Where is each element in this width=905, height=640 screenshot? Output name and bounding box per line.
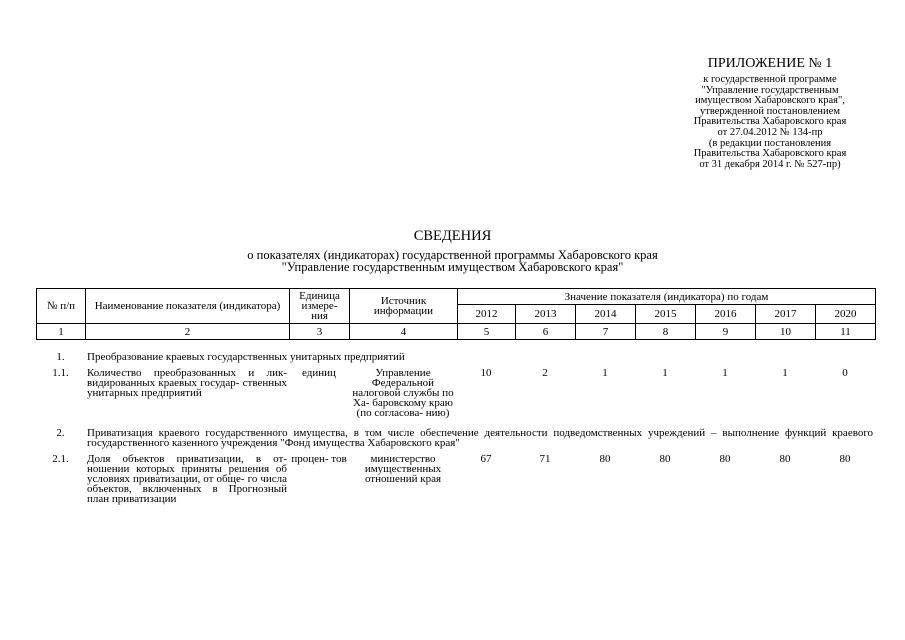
value-cell: 67: [480, 453, 492, 465]
appendix-line: от 31 декабря 2014 г. № 527-пр): [699, 158, 841, 170]
value-cell: 80: [839, 453, 851, 465]
indicator-source: министерство имущественных отношений края: [364, 453, 442, 485]
row-number: 2.1.: [52, 453, 69, 465]
appendix-line: Правительства Хабаровского края: [693, 116, 847, 128]
header-unit: Единица измере- ния: [290, 289, 350, 324]
header-year: 2015: [636, 305, 696, 324]
value-cell: 80: [719, 453, 731, 465]
value-cell: 1: [722, 367, 728, 379]
value-cell: 1: [782, 367, 788, 379]
document-subtitle: [0, 249, 905, 273]
header-num: № п/п: [37, 289, 86, 324]
appendix-line: Правительства Хабаровского края: [693, 148, 847, 160]
column-number: 1: [37, 324, 86, 340]
section-row: [36, 424, 875, 453]
value-cell: 10: [480, 367, 492, 379]
header-values-group: Значение показателя (индикатора) по годам: [458, 289, 876, 305]
header-source: Источник информации: [350, 289, 458, 324]
indicator-name: Количество преобразованных и лик- видированных краевых государ- ственных унитарных предприятий: [87, 367, 287, 399]
section-number: 2.: [56, 427, 65, 439]
value-cell: 80: [659, 453, 671, 465]
column-number: 8: [636, 324, 696, 340]
row-number: 1.1.: [52, 367, 69, 379]
header-year: 2016: [696, 305, 756, 324]
indicators-table-body: [36, 348, 875, 510]
indicator-unit: единиц: [302, 367, 336, 379]
value-cell: 80: [779, 453, 791, 465]
header-year: 2017: [756, 305, 816, 324]
value-cell: 2: [542, 367, 548, 379]
column-number: 9: [696, 324, 756, 340]
column-number: 3: [290, 324, 350, 340]
appendix-line: (в редакции постановления: [708, 137, 832, 149]
header-year: 2012: [458, 305, 516, 324]
indicator-unit: процен- тов: [291, 453, 347, 465]
appendix-title: ПРИЛОЖЕНИЕ № 1: [707, 56, 833, 71]
section-row: [36, 348, 875, 367]
column-number: 11: [816, 324, 876, 340]
appendix-line: утвержденной постановлением: [700, 105, 840, 117]
value-cell: 80: [599, 453, 611, 465]
column-number: 7: [576, 324, 636, 340]
header-year: 2020: [816, 305, 876, 324]
subtitle-line: о показателях (индикаторах) государственной программы Хабаровского края: [247, 248, 658, 262]
appendix-line: имуществом Хабаровского края",: [695, 95, 845, 107]
table-row: [36, 453, 875, 510]
appendix-block: [660, 56, 880, 170]
value-cell: 71: [539, 453, 551, 465]
header-year: 2013: [516, 305, 576, 324]
appendix-line: к государственной программе: [703, 74, 837, 85]
indicator-name: Доля объектов приватизации, в от- ношении которых приняты решения об условиях приватизации, от обще- го числа объектов, включенных в Прогнозный план приватизации: [87, 453, 287, 505]
value-cell: 0: [842, 367, 848, 379]
appendix-line: от 27.04.2012 № 134-пр: [717, 126, 823, 138]
value-cell: 1: [662, 367, 668, 379]
header-year: 2014: [576, 305, 636, 324]
column-number: 5: [458, 324, 516, 340]
table-row: [36, 367, 875, 424]
document-title: СВЕДЕНИЯ: [413, 228, 492, 244]
value-cell: 1: [602, 367, 608, 379]
subtitle-line: "Управление государственным имуществом Хабаровского края": [281, 260, 624, 274]
column-number: 2: [86, 324, 290, 340]
section-title: Преобразование краевых государственных унитарных предприятий: [87, 351, 405, 363]
section-title: Приватизация краевого государственного имущества, в том числе обеспечение деятельности подведомственных учреждений – выполнение функций краевого государственного казенного учреждения "Фонд имущества Хабаровского края": [87, 427, 874, 449]
section-number: 1.: [56, 351, 65, 363]
appendix-line: "Управление государственным: [701, 84, 839, 96]
column-number: 4: [350, 324, 458, 340]
column-number: 6: [516, 324, 576, 340]
indicator-source: Управление Федеральной налоговой службы по Ха- баровскому краю (по согласова- нию): [352, 367, 454, 419]
indicators-table-header: [36, 288, 876, 340]
column-number: 10: [756, 324, 816, 340]
header-name: Наименование показателя (индикатора): [86, 289, 290, 324]
